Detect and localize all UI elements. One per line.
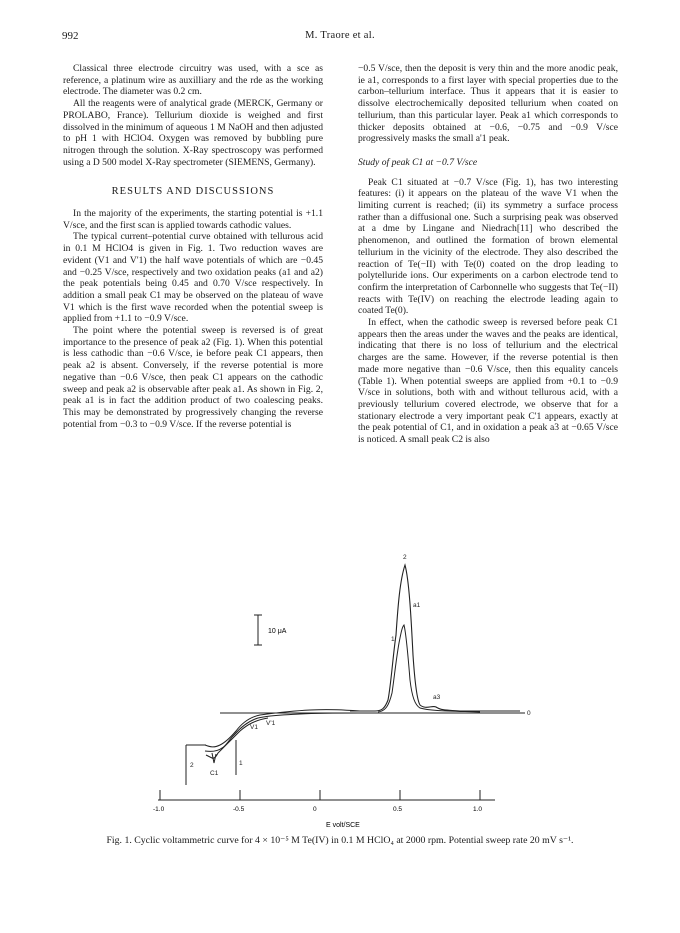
paragraph: The point where the potential sweep is reversed is of great importance to the presence of peak a2 (Fig. 1). When this potential is less cathodic than −0.6 V/sce, ie before peak C1 appears, then peak a2 is absent. Conversely, if the reverse potential is more negative than −0.6 V/sce, then peak C1 appears on the cathodic sweep and peak a2 is observable after peak a1. As shown in Fig. 2, peak a1 is in fact the addition product of two coalescing peaks. This may be demonstrated by progressively changing the reverse potential from −0.3 to −0.9 V/sce. If the reverse potential is — [63, 325, 323, 430]
paragraph: In the majority of the experiments, the starting potential is +1.1 V/sce, and the first scan is applied towards cathodic values. — [63, 208, 323, 231]
right-column — [358, 63, 618, 446]
subsection-title: Study of peak C1 at −0.7 V/sce — [358, 156, 478, 168]
label-a1: a1 — [413, 602, 421, 609]
current-scale-bar — [254, 615, 287, 645]
paragraph: Peak C1 situated at −0.7 V/sce (Fig. 1), has two interesting features: (i) it appears on the plateau of the wave V1 when the limiting current is reached; (ii) its symmetry a surface process rather than a diffusional one. Such a surprising peak was observed at a dme by Lingane and Niedrach[11] who described the phenomenon, and outlined the formation of brown elemental tellurium in the vicinity of the electrode. They also described the reaction of Te(−II) with Te(0) coated on the drop leading to polytelluride ions. Our experiments on a carbon electrode tend to confirm the interpretation of Carbonnelle who suggests that Te(−II) reacts with Te(IV) on reaching the electrode leading again to coated Te(0). — [358, 176, 618, 317]
label-c1: C1 — [210, 770, 219, 777]
curve-cathodic-2 — [205, 713, 360, 751]
page-number: 992 — [62, 30, 79, 42]
paragraph: Classical three electrode circuitry was used, with a sce as reference, a platinum wire as auxilliary and the rde as the working electrode. The diameter was 0.2 cm. — [63, 63, 323, 98]
label-v1: V1 — [250, 724, 258, 731]
scale-bar-label: 10 μA — [268, 628, 287, 635]
label-v1-prime: V'1 — [266, 720, 276, 727]
label-a3: a3 — [433, 694, 441, 701]
label-peak-1: 1 — [391, 636, 395, 643]
paragraph: In effect, when the cathodic sweep is reversed before peak C1 appears then the areas under the waves and the peaks are identical, indicating that there is no loss of tellurium and the electrical charges are the same. However, if the reverse potential is then made more negative than −0.6 V/sce, then this equality cancels (Table 1). When potential sweeps are applied from +0.1 to −0.9 V/sce in solutions, both with and without tellurous acid, with a previously tellurium covered electrode, we observe that for a stationary electrode a very important peak C'1 appears, exactly at the peak potential of C1, and in oxidation a peak a3 at −0.65 V/sce is noticed. A small peak C2 is also — [358, 317, 618, 446]
paragraph: −0.5 V/sce, then the deposit is very thin and the more anodic peak, ie a1, corresponds to a first layer with special properties due to the carbon–tellurium interface. Thus it appears that it is easier to dissolve electrochemically deposited tellurium when coated on tellurium, than this particular layer. Peak a1 which corresponds to thicker deposits obtained at −0.6, −0.75 and −0.9 V/sce progressively masks the small a'1 peak. — [358, 63, 618, 145]
label-zero: 0 — [527, 710, 531, 717]
label-marker-1: 1 — [239, 760, 243, 767]
x-axis-ticks — [153, 790, 482, 813]
figure-caption: Fig. 1. Cyclic voltammetric curve for 4 × 10⁻⁵ M Te(IV) in 0.1 M HClO₄ at 2000 rpm. Potential sweep rate 20 mV s⁻¹. — [106, 835, 574, 846]
voltammogram-figure — [150, 545, 550, 829]
x-tick-label: 0.5 — [393, 806, 403, 813]
label-marker-2: 2 — [190, 762, 194, 769]
label-peak-2: 2 — [403, 554, 407, 561]
running-head: M. Traore et al. — [305, 30, 375, 41]
left-column — [63, 63, 323, 430]
paragraph: All the reagents were of analytical grade (MERCK, Germany or PROLABO, France). Tellurium dioxide is weighed and first dissolved in the minimum of aqueous 1 M NaOH and then adjusted to pH 1 with HClO4. Oxygen was removed by bubbling pure nitrogen through the solution. X-Ray spectroscopy was performed using a D 500 model X-Ray spectrometer (SIEMENS, Germany). — [63, 98, 323, 168]
x-tick-label: -0.5 — [233, 806, 245, 813]
curve-anodic-1 — [350, 565, 520, 711]
x-tick-label: 0 — [313, 806, 317, 813]
paragraph: The typical current–potential curve obtained with tellurous acid in 0.1 M HClO4 is given in Fig. 1. Two reduction waves are evident (V1 and V'1) the half wave potentials of which are −0.45 and −0.25 V/sce, respectively and two oxidation peaks (a1 and a2) the peak potentials being 0.45 and 0.70 V/sce respectively. In addition a small peak C1 may be observed on the plateau of wave V1 which is the first wave recorded when the potential sweep is applied from +1.1 to −0.9 V/sce. — [63, 231, 323, 325]
x-tick-label: 1.0 — [473, 806, 483, 813]
x-axis-label: E volt/SCE — [326, 822, 360, 829]
section-title: RESULTS AND DISCUSSIONS — [111, 186, 275, 198]
curve-cathodic-3 — [206, 718, 268, 758]
x-tick-label: -1.0 — [153, 806, 165, 813]
